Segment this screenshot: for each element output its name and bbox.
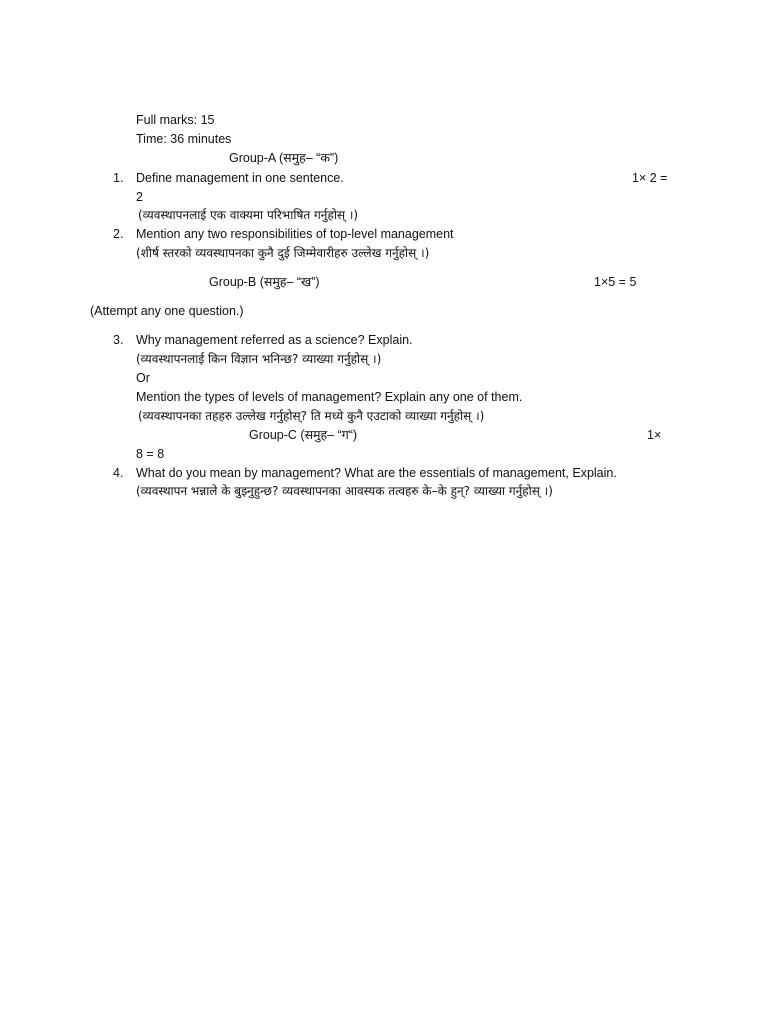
question-number: 1.	[113, 171, 124, 185]
question-alt-translation: (व्यवस्थापनका तहहरु उल्लेख गर्नुहोस्? ति मध्ये कुनै एउटाको व्याख्या गर्नुहोस् ।)	[138, 409, 485, 423]
or-separator: Or	[136, 371, 150, 385]
question-translation: (व्यवस्थापन भन्नाले के बुझ्नुहुन्छ? व्यवस्थापनका आवस्यक तत्वहरु के–के हुन्? व्याख्या गर्नुहोस् ।)	[136, 484, 553, 498]
group-b-title: Group-B (समुह– “ख”)	[209, 275, 320, 289]
question-text: Mention any two responsibilities of top-level management	[136, 227, 454, 241]
group-c-marks: 1×	[647, 428, 662, 442]
question-translation: (व्यवस्थापनलाई एक वाक्यमा परिभाषित गर्नुहोस् ।)	[138, 208, 359, 222]
question-text: What do you mean by management? What are the essentials of management, Explain.	[136, 466, 617, 480]
full-marks: Full marks: 15	[136, 113, 215, 127]
group-a-title: Group-A (समुह– “क”)	[229, 151, 339, 165]
time-allowed: Time: 36 minutes	[136, 132, 232, 146]
question-number: 3.	[113, 333, 124, 347]
group-b-marks: 1×5 = 5	[594, 275, 637, 289]
question-text: Define management in one sentence.	[136, 171, 344, 185]
group-a-marks-continued: 2	[136, 190, 143, 204]
group-c-title: Group-C (समुह– “ग“)	[249, 428, 358, 442]
group-c-marks-continued: 8 = 8	[136, 447, 165, 461]
question-alt-text: Mention the types of levels of management? Explain any one of them.	[136, 390, 523, 404]
question-number: 2.	[113, 227, 124, 241]
question-translation: (शीर्ष स्तरको व्यवस्थापनका कुनै दुई जिम्मेवारीहरु उल्लेख गर्नुहोस् ।)	[136, 246, 430, 260]
group-b-instruction: (Attempt any one question.)	[90, 304, 244, 318]
question-text: Why management referred as a science? Explain.	[136, 333, 413, 347]
question-translation: (व्यवस्थापनलाई किन विज्ञान भनिन्छ? व्याख्या गर्नुहोस् ।)	[136, 352, 382, 366]
question-number: 4.	[113, 466, 124, 480]
group-a-marks: 1× 2 =	[632, 171, 668, 185]
